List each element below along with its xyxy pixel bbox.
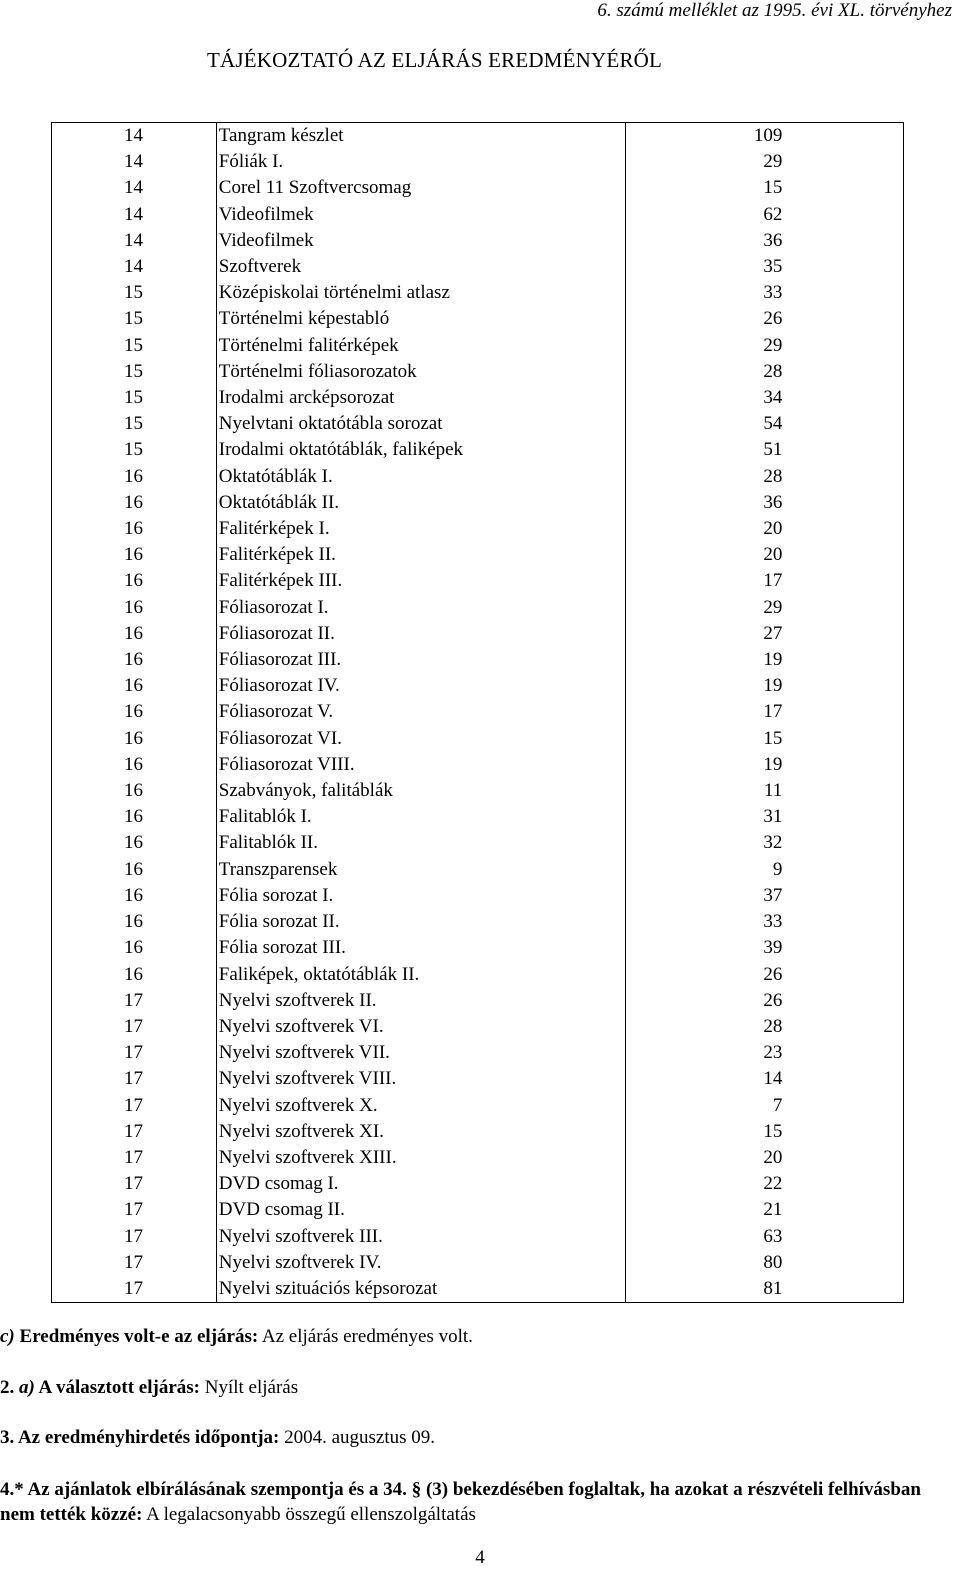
quantity-value: 19 [763,675,783,697]
quantity-value: 28 [763,1015,783,1037]
quantity-cell [626,595,904,621]
item-name-cell: Nyelvi szoftverek VII. [216,1040,626,1066]
quantity-cell [626,1197,904,1223]
row-number-cell: 16 [52,935,217,961]
table-row [52,123,904,150]
quantity-value: 33 [763,282,783,304]
item-name-cell: Oktatótáblák II. [216,490,626,516]
row-number-cell: 16 [52,621,217,647]
section-c [0,1326,473,1348]
row-number-cell: 17 [52,1066,217,1092]
quantity-value: 9 [772,858,783,880]
table-row [52,647,904,673]
row-number-cell: 17 [52,1093,217,1119]
row-number-cell: 17 [52,1250,217,1276]
table-row [52,568,904,594]
quantity-cell [626,1014,904,1040]
item-name-cell: DVD csomag I. [216,1171,626,1197]
row-number-cell: 16 [52,568,217,594]
row-number-cell: 15 [52,280,217,306]
table-row [52,1040,904,1066]
section-4-label-part2: (3) bekezdésében foglaltak, ha azokat a részvételi felhívásban nem tették közzé: [0,1479,921,1525]
row-number-cell: 16 [52,909,217,935]
quantity-value: 27 [763,622,783,644]
quantity-value: 15 [763,727,783,749]
quantity-cell [626,568,904,594]
item-name-cell: Fóliák I. [216,149,626,175]
table-row [52,883,904,909]
quantity-cell [626,621,904,647]
quantity-value: 32 [763,832,783,854]
quantity-cell [626,778,904,804]
item-name-cell: Oktatótáblák I. [216,464,626,490]
quantity-value: 26 [763,308,783,330]
quantity-value: 33 [763,911,783,933]
quantity-cell [626,490,904,516]
row-number-cell: 15 [52,385,217,411]
row-number-cell: 16 [52,673,217,699]
item-name-cell: Középiskolai történelmi atlasz [216,280,626,306]
table-row [52,490,904,516]
quantity-value: 20 [763,1146,783,1168]
row-number-cell: 17 [52,1276,217,1303]
row-number-cell: 16 [52,595,217,621]
quantity-cell [626,333,904,359]
quantity-cell [626,935,904,961]
item-name-cell: Nyelvi szoftverek VIII. [216,1066,626,1092]
item-name-cell: Tangram készlet [216,123,626,150]
table-row [52,726,904,752]
item-name-cell: Nyelvi szoftverek IV. [216,1250,626,1276]
item-name-cell: Faliképek, oktatótáblák II. [216,962,626,988]
section-2a-value: Nyílt eljárás [204,1377,299,1398]
table-row [52,595,904,621]
row-number-cell: 16 [52,883,217,909]
item-name-cell: Nyelvi szoftverek II. [216,988,626,1014]
table-row [52,280,904,306]
quantity-value: 26 [763,989,783,1011]
section-sign: § [411,1479,422,1500]
row-number-cell: 14 [52,202,217,228]
table-row [52,1250,904,1276]
table-row [52,1224,904,1250]
quantity-cell [626,883,904,909]
quantity-value: 80 [763,1251,783,1273]
item-name-cell: Történelmi képestabló [216,306,626,332]
row-number-cell: 17 [52,1145,217,1171]
item-name-cell: Fóliasorozat I. [216,595,626,621]
quantity-cell [626,411,904,437]
section-3-value: 2004. augusztus 09. [284,1427,436,1448]
table-row [52,175,904,201]
row-number-cell: 16 [52,464,217,490]
quantity-value: 19 [763,649,783,671]
quantity-cell [626,149,904,175]
table-row [52,359,904,385]
item-name-cell: Fóliasorozat V. [216,699,626,725]
item-name-cell: Falitablók II. [216,830,626,856]
quantity-cell [626,359,904,385]
item-name-cell: Nyelvi szoftverek XI. [216,1119,626,1145]
quantity-cell [626,464,904,490]
item-name-cell: Falitérképek III. [216,568,626,594]
row-number-cell: 17 [52,1224,217,1250]
quantity-cell [626,123,904,150]
quantity-value: 81 [763,1277,783,1299]
section-4-value: A legalacsonyabb összegű ellenszolgáltatás [146,1504,476,1525]
quantity-cell [626,542,904,568]
section-2a [0,1377,298,1399]
item-name-cell: Transzparensek [216,857,626,883]
quantity-cell [626,699,904,725]
row-number-cell: 16 [52,752,217,778]
section-4-label-part1: 4.* Az ajánlatok elbírálásának szempontja és a 34. [0,1479,407,1500]
table-row [52,437,904,463]
table-row [52,464,904,490]
quantity-value: 35 [763,256,783,278]
quantity-value: 29 [763,596,783,618]
row-number-cell: 15 [52,306,217,332]
table-row [52,962,904,988]
item-name-cell: Fólia sorozat I. [216,883,626,909]
quantity-value: 21 [763,1199,783,1221]
quantity-value: 20 [763,518,783,540]
quantity-cell [626,804,904,830]
table-row [52,1276,904,1303]
quantity-value: 37 [763,884,783,906]
table-row [52,516,904,542]
item-name-cell: Corel 11 Szoftvercsomag [216,175,626,201]
item-name-cell: Nyelvi szoftverek XIII. [216,1145,626,1171]
item-name-cell: Irodalmi oktatótáblák, faliképek [216,437,626,463]
section-2a-sub: a) [19,1377,35,1398]
table-row [52,333,904,359]
quantity-cell [626,228,904,254]
quantity-value: 20 [763,544,783,566]
quantity-cell [626,1119,904,1145]
item-name-cell: Szoftverek [216,254,626,280]
quantity-value: 15 [763,177,783,199]
quantity-cell [626,962,904,988]
table-row [52,1093,904,1119]
quantity-cell [626,752,904,778]
quantity-value: 28 [763,360,783,382]
quantity-cell [626,1040,904,1066]
quantity-cell [626,175,904,201]
quantity-value: 62 [763,203,783,225]
section-2a-label: A választott eljárás: [38,1377,200,1398]
row-number-cell: 15 [52,437,217,463]
table-row [52,385,904,411]
quantity-cell [626,437,904,463]
row-number-cell: 14 [52,149,217,175]
quantity-value: 19 [763,753,783,775]
quantity-value: 109 [753,125,783,146]
quantity-value: 29 [763,334,783,356]
table-row [52,673,904,699]
section-4 [0,1477,958,1527]
table-row [52,306,904,332]
table-row [52,1197,904,1223]
item-name-cell: Fóliasorozat VIII. [216,752,626,778]
row-number-cell: 16 [52,542,217,568]
item-name-cell: Fóliasorozat III. [216,647,626,673]
quantity-cell [626,385,904,411]
item-name-cell: Falitérképek I. [216,516,626,542]
quantity-value: 17 [763,570,783,592]
table-row [52,411,904,437]
table-row [52,857,904,883]
row-number-cell: 16 [52,490,217,516]
item-name-cell: Nyelvi szituációs képsorozat [216,1276,626,1303]
item-name-cell: Szabványok, falitáblák [216,778,626,804]
table-row [52,621,904,647]
item-name-cell: Irodalmi arcképsorozat [216,385,626,411]
item-name-cell: Falitérképek II. [216,542,626,568]
quantity-value: 36 [763,491,783,513]
row-number-cell: 17 [52,1171,217,1197]
item-name-cell: Történelmi falitérképek [216,333,626,359]
document-title: TÁJÉKOZTATÓ AZ ELJÁRÁS EREDMÉNYÉRŐL [207,48,663,72]
quantity-value: 17 [763,701,783,723]
item-name-cell: DVD csomag II. [216,1197,626,1223]
quantity-value: 23 [763,1042,783,1064]
row-number-cell: 15 [52,411,217,437]
quantity-cell [626,1171,904,1197]
quantity-cell [626,1250,904,1276]
quantity-value: 29 [763,151,783,173]
quantity-cell [626,673,904,699]
quantity-value: 31 [763,806,783,828]
row-number-cell: 16 [52,647,217,673]
quantity-value: 15 [763,1120,783,1142]
row-number-cell: 16 [52,830,217,856]
item-name-cell: Nyelvtani oktatótábla sorozat [216,411,626,437]
table-row [52,699,904,725]
section-c-value: Az eljárás eredményes volt. [261,1326,473,1347]
table-row [52,149,904,175]
quantity-value: 14 [763,1068,783,1090]
table-row [52,254,904,280]
quantity-cell [626,516,904,542]
row-number-cell: 16 [52,699,217,725]
quantity-cell [626,280,904,306]
row-number-cell: 16 [52,857,217,883]
row-number-cell: 17 [52,1119,217,1145]
item-name-cell: Fólia sorozat III. [216,935,626,961]
quantity-value: 36 [763,229,783,251]
table-row [52,804,904,830]
row-number-cell: 14 [52,228,217,254]
quantity-cell [626,830,904,856]
item-name-cell: Nyelvi szoftverek X. [216,1093,626,1119]
table-row [52,1066,904,1092]
quantity-value: 39 [763,937,783,959]
quantity-cell [626,202,904,228]
quantity-cell [626,857,904,883]
row-number-cell: 16 [52,962,217,988]
section-2a-prefix: 2. [0,1377,15,1398]
row-number-cell: 17 [52,988,217,1014]
row-number-cell: 16 [52,726,217,752]
quantity-cell [626,647,904,673]
row-number-cell: 14 [52,175,217,201]
row-number-cell: 14 [52,254,217,280]
section-3-label: 3. Az eredményhirdetés időpontja: [0,1427,280,1448]
row-number-cell: 16 [52,516,217,542]
table-row [52,752,904,778]
row-number-cell: 16 [52,778,217,804]
table-row [52,1119,904,1145]
quantity-cell [626,1066,904,1092]
quantity-cell [626,726,904,752]
item-name-cell: Videofilmek [216,202,626,228]
quantity-value: 28 [763,465,783,487]
quantity-value: 51 [763,439,783,461]
section-c-prefix: c) [0,1326,15,1347]
row-number-cell: 15 [52,333,217,359]
quantity-value: 11 [764,780,783,802]
table-row [52,1145,904,1171]
table-row [52,909,904,935]
quantity-cell [626,1145,904,1171]
row-number-cell: 14 [52,123,217,150]
quantity-value: 22 [763,1173,783,1195]
item-name-cell: Fóliasorozat IV. [216,673,626,699]
table-row [52,1014,904,1040]
quantity-value: 34 [763,387,783,409]
item-name-cell: Nyelvi szoftverek VI. [216,1014,626,1040]
quantity-value: 26 [763,963,783,985]
quantity-cell [626,1224,904,1250]
header-note: 6. számú melléklet az 1995. évi XL. törvényhez [597,0,952,21]
item-name-cell: Fóliasorozat VI. [216,726,626,752]
row-number-cell: 17 [52,1040,217,1066]
quantity-value: 7 [772,1094,783,1116]
table-row [52,542,904,568]
quantity-cell [626,909,904,935]
table-row [52,778,904,804]
quantity-cell [626,1093,904,1119]
item-name-cell: Nyelvi szoftverek III. [216,1224,626,1250]
row-number-cell: 16 [52,804,217,830]
row-number-cell: 17 [52,1014,217,1040]
page-number: 4 [475,1547,485,1568]
quantity-value: 54 [763,413,783,435]
item-name-cell: Fóliasorozat II. [216,621,626,647]
items-table [51,122,904,1303]
items-table-body [52,123,904,1303]
item-name-cell: Fólia sorozat II. [216,909,626,935]
quantity-cell [626,988,904,1014]
table-row [52,988,904,1014]
quantity-cell [626,1276,904,1303]
section-3 [0,1427,435,1449]
quantity-cell [626,306,904,332]
table-row [52,830,904,856]
section-c-label: Eredményes volt-e az eljárás: [19,1326,259,1347]
item-name-cell: Történelmi fóliasorozatok [216,359,626,385]
table-row [52,202,904,228]
item-name-cell: Videofilmek [216,228,626,254]
table-row [52,935,904,961]
item-name-cell: Falitablók I. [216,804,626,830]
table-row [52,1171,904,1197]
row-number-cell: 17 [52,1197,217,1223]
quantity-cell [626,254,904,280]
row-number-cell: 15 [52,359,217,385]
table-row [52,228,904,254]
quantity-value: 63 [763,1225,783,1247]
